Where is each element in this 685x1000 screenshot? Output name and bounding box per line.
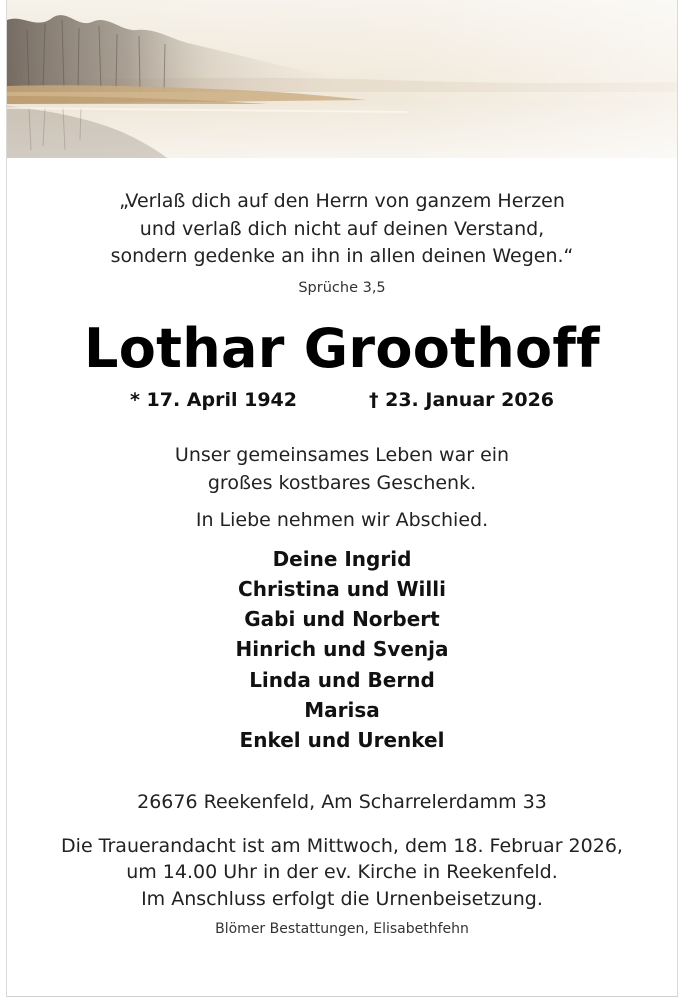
- service-line: Die Trauerandacht ist am Mittwoch, dem 18. Februar 2026,: [61, 834, 623, 857]
- bible-quote: [7, 188, 677, 271]
- life-dates: [7, 389, 677, 411]
- service-line: um 14.00 Uhr in der ev. Kirche in Reekenfeld.: [126, 861, 558, 884]
- family-member: Christina und Willi: [238, 576, 446, 601]
- quote-line: sondern gedenke an ihn in allen deinen Wegen.“: [110, 245, 574, 267]
- death-date: † 23. Januar 2026: [369, 388, 555, 411]
- message-line: Unser gemeinsames Leben war ein: [174, 443, 510, 466]
- quote-line: „Verlaß dich auf den Herrn von ganzem Herzen: [119, 190, 565, 212]
- family-member: Linda und Bernd: [249, 667, 435, 692]
- family-member: Deine Ingrid: [272, 546, 412, 571]
- landscape-image: [7, 0, 677, 158]
- quote-line: und verlaß dich nicht auf deinen Verstand,: [139, 217, 545, 240]
- service-line: Im Anschluss erfolgt die Urnenbeisetzung.: [141, 887, 543, 910]
- family-member: Enkel und Urenkel: [239, 728, 445, 753]
- family-list: [7, 544, 677, 756]
- family-member: Hinrich und Svenja: [235, 637, 449, 662]
- message-line: großes kostbares Geschenk.: [207, 472, 477, 494]
- obituary-content: [7, 158, 677, 937]
- address: 26676 Reekenfeld, Am Scharrelerdamm 33: [137, 790, 547, 813]
- birth-date: * 17. April 1942: [129, 388, 297, 411]
- farewell-text: In Liebe nehmen wir Abschied.: [195, 508, 489, 531]
- family-member: Marisa: [304, 697, 380, 722]
- service-info: [7, 833, 677, 913]
- funeral-home: Blömer Bestattungen, Elisabethfehn: [215, 921, 469, 938]
- quote-source: Sprüche 3,5: [298, 279, 386, 296]
- family-member: Gabi und Norbert: [244, 607, 440, 632]
- message: [7, 441, 677, 498]
- deceased-name: Lothar Groothoff: [84, 316, 600, 380]
